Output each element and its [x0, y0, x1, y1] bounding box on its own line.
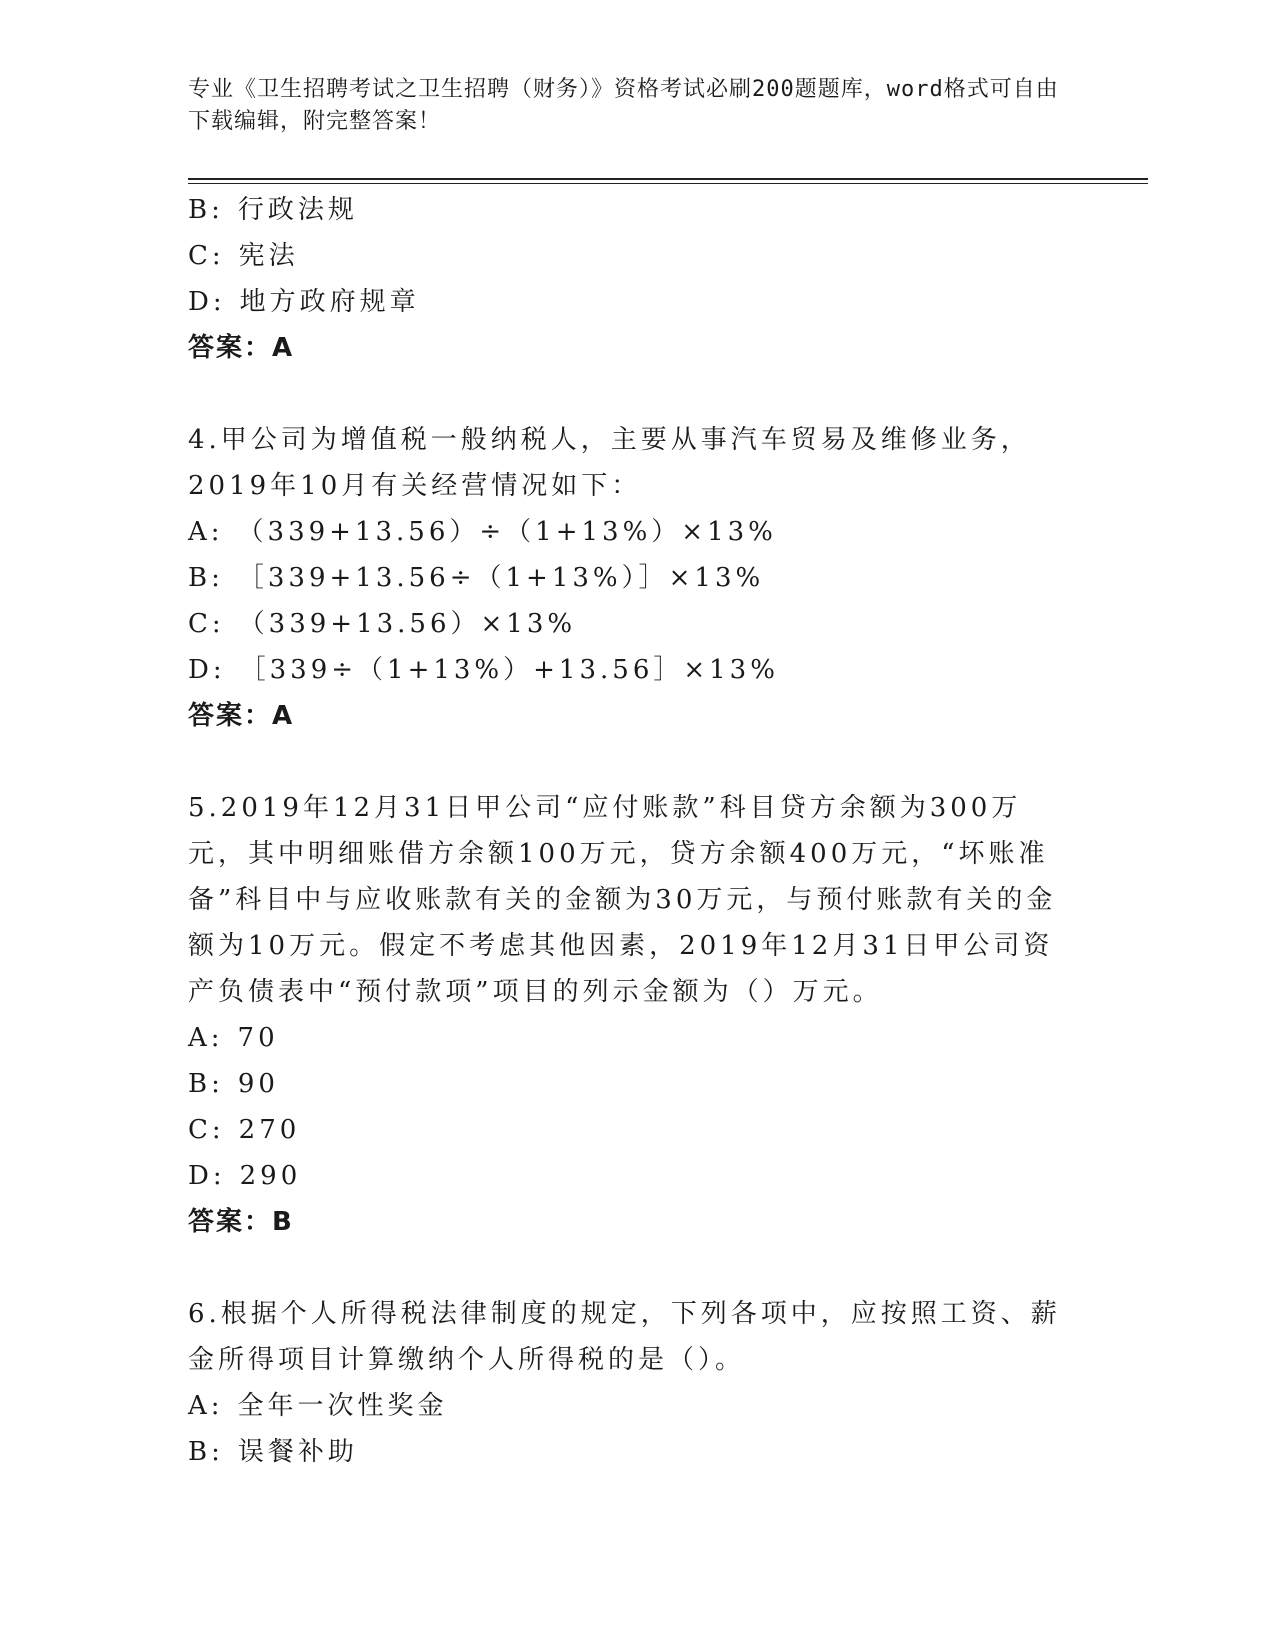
answer-line: 答案：A	[188, 333, 295, 363]
header-rule-thick	[188, 178, 1148, 180]
option-label: B:	[188, 195, 224, 225]
option-b	[188, 1061, 1068, 1107]
answer-line: 答案：A	[188, 701, 295, 731]
option-label: B:	[188, 1069, 224, 1099]
question-6	[188, 1291, 1068, 1475]
answer-line: 答案：B	[188, 1207, 294, 1237]
question-list	[188, 187, 1068, 1475]
option-label: B:	[188, 1437, 224, 1467]
option-text: 全年一次性奖金	[237, 1391, 448, 1421]
header-rule-thin	[188, 183, 1148, 184]
option-b	[188, 187, 1068, 233]
option-text: 290	[239, 1161, 302, 1191]
option-text: ［339÷（1+13%）+13.56］×13%	[239, 655, 779, 685]
option-b	[188, 555, 1068, 601]
option-text: （339+13.56）×13%	[238, 609, 577, 639]
option-label: D:	[188, 655, 226, 685]
option-label: C:	[188, 1115, 225, 1145]
option-d	[188, 647, 1068, 693]
question-4	[188, 417, 1068, 739]
option-label: B:	[188, 563, 224, 593]
question-stem: 6.根据个人所得税法律制度的规定，下列各项中，应按照工资、薪金所得项目计算缴纳个人所得税的是（）。	[188, 1299, 1061, 1375]
option-d	[188, 1153, 1068, 1199]
option-d	[188, 279, 1068, 325]
option-label: A:	[188, 1023, 224, 1053]
option-text: ［339+13.56÷（1+13%）］×13%	[237, 563, 765, 593]
option-a	[188, 1383, 1068, 1429]
option-c	[188, 233, 1068, 279]
option-text: 70	[237, 1023, 279, 1053]
option-text: 宪法	[238, 241, 299, 271]
option-text: 270	[238, 1115, 301, 1145]
option-label: A:	[188, 1391, 224, 1421]
option-label: C:	[188, 609, 225, 639]
question-3	[188, 187, 1068, 371]
question-5	[188, 785, 1068, 1245]
option-b	[188, 1429, 1068, 1475]
option-label: A:	[188, 517, 224, 547]
question-stem: 4.甲公司为增值税一般纳税人，主要从事汽车贸易及维修业务，2019年10月有关经营情况如下：	[188, 425, 1031, 501]
option-a	[188, 509, 1068, 555]
page-header: 专业《卫生招聘考试之卫生招聘（财务）》资格考试必刷200题题库，word格式可自由下载编辑，附完整答案！	[188, 77, 1059, 134]
option-label: C:	[188, 241, 225, 271]
option-text: （339+13.56）÷（1+13%）×13%	[237, 517, 777, 547]
question-stem: 5.2019年12月31日甲公司“应付账款”科目贷方余额为300万元，其中明细账借方余额100万元，贷方余额400万元，“坏账准备”科目中与应收账款有关的金额为30万元，与预付账款有关的金额为10万元。假定不考虑其他因素，2019年12月31日甲公司资产负债表中“预付款项”项目的列示金额为（）万元。	[188, 793, 1057, 1007]
option-text: 地方政府规章	[239, 287, 420, 317]
option-text: 行政法规	[237, 195, 358, 225]
option-text: 90	[237, 1069, 279, 1099]
option-text: 误餐补助	[237, 1437, 358, 1467]
option-c	[188, 1107, 1068, 1153]
option-a	[188, 1015, 1068, 1061]
option-c	[188, 601, 1068, 647]
option-label: D:	[188, 287, 226, 317]
option-label: D:	[188, 1161, 226, 1191]
